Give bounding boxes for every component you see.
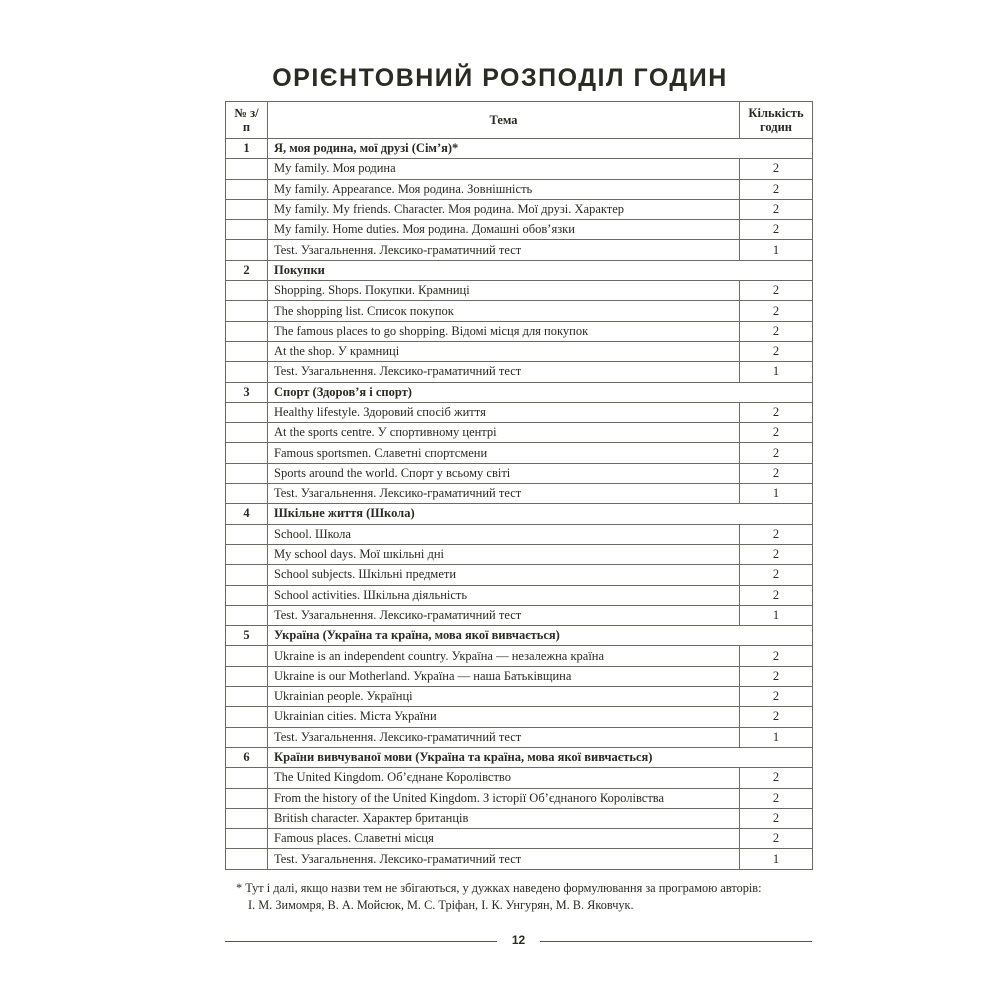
table-row (226, 281, 813, 301)
lesson-topic: Shopping. Shops. Покупки. Крамниці (268, 281, 740, 301)
lesson-topic: Test. Узагальнення. Лексико-граматичний тест (268, 727, 740, 747)
table-header-row (226, 102, 813, 139)
lesson-topic: From the history of the United Kingdom. З історії Об’єднаного Королівства (268, 788, 740, 808)
lesson-hours: 2 (740, 402, 813, 422)
section-row (226, 747, 813, 767)
lesson-hours: 1 (740, 605, 813, 625)
lesson-hours: 2 (740, 829, 813, 849)
empty-number-cell (226, 281, 268, 301)
table-row (226, 443, 813, 463)
lesson-topic: Test. Узагальнення. Лексико-граматичний тест (268, 484, 740, 504)
empty-number-cell (226, 565, 268, 585)
table-row (226, 463, 813, 483)
table-row (226, 199, 813, 219)
lesson-topic: My family. Appearance. Моя родина. Зовнішність (268, 179, 740, 199)
lesson-hours: 1 (740, 849, 813, 869)
lesson-topic: My family. Моя родина (268, 159, 740, 179)
section-row (226, 139, 813, 159)
empty-number-cell (226, 829, 268, 849)
lesson-hours: 2 (740, 808, 813, 828)
lesson-topic: School subjects. Шкільні предмети (268, 565, 740, 585)
table-row (226, 605, 813, 625)
lesson-topic: The United Kingdom. Об’єднане Королівство (268, 768, 740, 788)
lesson-hours: 2 (740, 707, 813, 727)
empty-number-cell (226, 849, 268, 869)
table-row (226, 484, 813, 504)
section-title: Україна (Україна та країна, мова якої вивчається) (268, 626, 813, 646)
lesson-hours: 2 (740, 646, 813, 666)
section-number: 5 (226, 626, 268, 646)
lesson-hours: 2 (740, 341, 813, 361)
empty-number-cell (226, 788, 268, 808)
table-row (226, 301, 813, 321)
lesson-hours: 2 (740, 687, 813, 707)
lesson-hours: 2 (740, 220, 813, 240)
section-number: 3 (226, 382, 268, 402)
empty-number-cell (226, 321, 268, 341)
table-row (226, 544, 813, 564)
table-row (226, 646, 813, 666)
lesson-hours: 2 (740, 199, 813, 219)
empty-number-cell (226, 666, 268, 686)
lesson-hours: 2 (740, 179, 813, 199)
table-row (226, 321, 813, 341)
lesson-topic: Sports around the world. Спорт у всьому світі (268, 463, 740, 483)
table-row (226, 849, 813, 869)
table-row (226, 341, 813, 361)
lesson-topic: British character. Характер британців (268, 808, 740, 828)
lesson-topic: The famous places to go shopping. Відомі місця для покупок (268, 321, 740, 341)
section-row (226, 626, 813, 646)
footnote (236, 880, 816, 914)
footer-rule-right (540, 941, 812, 942)
lesson-hours: 1 (740, 484, 813, 504)
lesson-topic: Healthy lifestyle. Здоровий спосіб життя (268, 402, 740, 422)
lesson-topic: My family. Home duties. Моя родина. Домашні обов’язки (268, 220, 740, 240)
lesson-hours: 2 (740, 585, 813, 605)
footer-rule-left (225, 941, 497, 942)
lesson-hours: 1 (740, 362, 813, 382)
empty-number-cell (226, 179, 268, 199)
lesson-topic: Famous places. Славетні місця (268, 829, 740, 849)
header-num: № з/п (226, 102, 268, 139)
empty-number-cell (226, 402, 268, 422)
section-title: Країни вивчуваної мови (Україна та країна, мова якої вивчається) (268, 747, 813, 767)
lesson-topic: Ukraine is an independent country. Україна — незалежна країна (268, 646, 740, 666)
empty-number-cell (226, 544, 268, 564)
table-row (226, 788, 813, 808)
section-row (226, 382, 813, 402)
section-number: 1 (226, 139, 268, 159)
lesson-topic: Test. Узагальнення. Лексико-граматичний тест (268, 240, 740, 260)
lesson-topic: Test. Узагальнення. Лексико-граматичний тест (268, 849, 740, 869)
empty-number-cell (226, 524, 268, 544)
empty-number-cell (226, 768, 268, 788)
page-number: 12 (511, 933, 526, 947)
table-row (226, 362, 813, 382)
empty-number-cell (226, 646, 268, 666)
section-row (226, 260, 813, 280)
lesson-topic: At the sports centre. У спортивному центрі (268, 423, 740, 443)
lesson-hours: 2 (740, 301, 813, 321)
lesson-topic: Ukrainian cities. Міста України (268, 707, 740, 727)
table-row (226, 585, 813, 605)
lesson-topic: At the shop. У крамниці (268, 341, 740, 361)
footnote-line-1: * Тут і далі, якщо назви тем не збігаються, у дужках наведено формулювання за програмою авторів: (236, 881, 762, 895)
lesson-hours: 2 (740, 321, 813, 341)
lesson-hours: 2 (740, 544, 813, 564)
section-number: 6 (226, 747, 268, 767)
empty-number-cell (226, 443, 268, 463)
lesson-hours: 2 (740, 524, 813, 544)
empty-number-cell (226, 687, 268, 707)
empty-number-cell (226, 240, 268, 260)
table-body (226, 139, 813, 870)
lesson-hours: 2 (740, 423, 813, 443)
empty-number-cell (226, 199, 268, 219)
table-row (226, 423, 813, 443)
table-row (226, 707, 813, 727)
lesson-hours: 2 (740, 788, 813, 808)
section-title: Спорт (Здоров’я і спорт) (268, 382, 813, 402)
table-row (226, 240, 813, 260)
table-row (226, 666, 813, 686)
lesson-topic: Test. Узагальнення. Лексико-граматичний тест (268, 362, 740, 382)
lesson-hours: 1 (740, 727, 813, 747)
empty-number-cell (226, 362, 268, 382)
lesson-topic: My school days. Мої шкільні дні (268, 544, 740, 564)
section-number: 2 (226, 260, 268, 280)
table-row (226, 179, 813, 199)
empty-number-cell (226, 463, 268, 483)
lesson-topic: School. Школа (268, 524, 740, 544)
empty-number-cell (226, 808, 268, 828)
section-number: 4 (226, 504, 268, 524)
lesson-topic: My family. My friends. Character. Моя родина. Мої друзі. Характер (268, 199, 740, 219)
lesson-topic: Test. Узагальнення. Лексико-граматичний тест (268, 605, 740, 625)
empty-number-cell (226, 220, 268, 240)
lesson-topic: The shopping list. Список покупок (268, 301, 740, 321)
lesson-hours: 2 (740, 768, 813, 788)
lesson-hours: 1 (740, 240, 813, 260)
empty-number-cell (226, 484, 268, 504)
lesson-hours: 2 (740, 443, 813, 463)
section-title: Я, моя родина, мої друзі (Сім’я)* (268, 139, 813, 159)
empty-number-cell (226, 605, 268, 625)
empty-number-cell (226, 301, 268, 321)
section-title: Шкільне життя (Школа) (268, 504, 813, 524)
empty-number-cell (226, 727, 268, 747)
lesson-hours: 2 (740, 281, 813, 301)
empty-number-cell (226, 707, 268, 727)
table-row (226, 808, 813, 828)
lesson-hours: 2 (740, 666, 813, 686)
lesson-topic: Famous sportsmen. Славетні спортсмени (268, 443, 740, 463)
table-row (226, 687, 813, 707)
lesson-topic: Ukrainian people. Українці (268, 687, 740, 707)
table-row (226, 524, 813, 544)
empty-number-cell (226, 423, 268, 443)
section-title: Покупки (268, 260, 813, 280)
table-row (226, 159, 813, 179)
table-row (226, 565, 813, 585)
table-row (226, 727, 813, 747)
table-row (226, 402, 813, 422)
header-hours: Кількість годин (740, 102, 813, 139)
lesson-hours: 2 (740, 565, 813, 585)
hours-distribution-table (225, 101, 813, 870)
lesson-hours: 2 (740, 463, 813, 483)
empty-number-cell (226, 585, 268, 605)
table-row (226, 768, 813, 788)
table-row (226, 220, 813, 240)
empty-number-cell (226, 159, 268, 179)
lesson-topic: School activities. Шкільна діяльність (268, 585, 740, 605)
lesson-topic: Ukraine is our Motherland. Україна — наша Батьківщина (268, 666, 740, 686)
header-topic: Тема (268, 102, 740, 139)
page-title: ОРІЄНТОВНИЙ РОЗПОДІЛ ГОДИН (272, 64, 728, 92)
section-row (226, 504, 813, 524)
table-row (226, 829, 813, 849)
lesson-hours: 2 (740, 159, 813, 179)
empty-number-cell (226, 341, 268, 361)
footnote-line-2: І. М. Зимомря, В. А. Мойсюк, М. С. Тріфан, І. К. Унгурян, М. В. Яковчук. (248, 898, 634, 912)
